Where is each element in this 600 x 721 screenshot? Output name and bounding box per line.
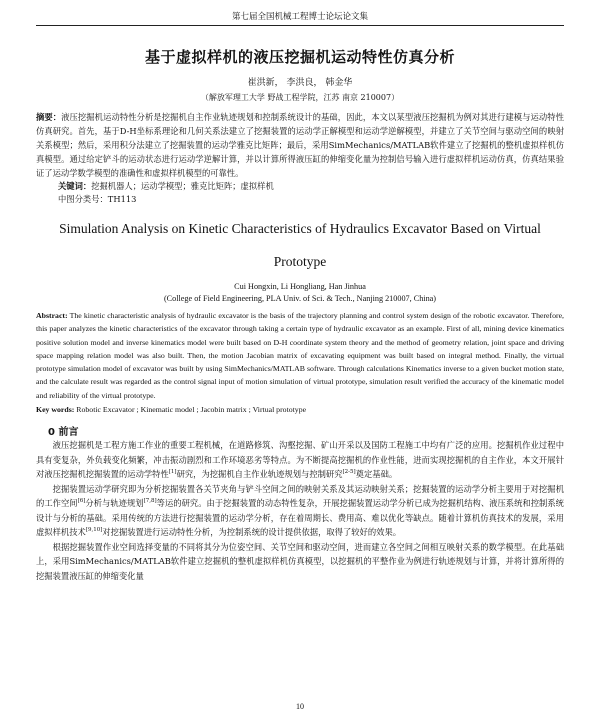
- keywords-english-text: Robotic Excavator ; Kinematic model ; Jacobin matrix ; Virtual prototype: [76, 405, 307, 415]
- intro-p2-text-c: 等运的研究。由于挖掘装置的动态特性复杂，开展挖掘装置运动学分析已成为挖掘机结构、液压系统和控制系统设计与分析的基础。采用传统的方法进行挖掘装置的运动学分析，存在着周期长、费用高、难以优化等缺点。随着计算机仿真技术的发展，采用虚拟样机技术: [36, 498, 564, 538]
- intro-p2-text-d: 对挖掘装置进行运动特性分析，为控制系统的设计提供依据，取得了较好的效果。: [102, 527, 402, 538]
- abstract-english-text: The kinetic characteristic analysis of hydraulic excavator is the basis of the trajectory planning and control system design of the robotic excavator. Therefore, this paper analyzes the kinetic characteristics of the excavator through taking a certain type of hydraulic excavator as an example. First of all, mining device kinematics positive solution model and inverse kinematics model were built based on D-H coordinate system theory and the method of geometry relation, joint space and driving space mapping relation model was also built. Then, the motion Jacobian matrix of excavating equipment was built based on integral method. Finally, the virtual prototype simulation model of excavator was built by using SimMechanics/MATLAB software. Through calculations Kinematics inverse to a given bucket motion state, and the calculate result was regarded as the control signal input of motion simulation of virtual prototype, simulation result verified the accuracy of the kinematic model and reliability of the virtual prototype.: [36, 311, 565, 400]
- keywords-chinese: [58, 180, 564, 193]
- title-chinese: 基于虚拟样机的液压挖掘机运动特性仿真分析: [144, 48, 455, 66]
- authors-chinese: 崔洪新， 李洪良， 韩金华: [247, 78, 353, 88]
- intro-paragraph-1: [36, 438, 564, 482]
- page-number: 10: [296, 702, 304, 711]
- keywords-chinese-text: 挖掘机器人；运动学模型；雅克比矩阵；虚拟样机: [91, 181, 274, 191]
- citation: [9,10]: [85, 527, 103, 534]
- running-head: 第七届全国机械工程博士论坛论文集: [36, 10, 564, 26]
- paper-page: [0, 10, 600, 721]
- keywords-chinese-label: 关键词：: [58, 181, 92, 191]
- citation: [2-5]: [342, 469, 356, 476]
- intro-p1-text-b: 研究，为挖掘机自主作业轨迹规划与控制研究: [176, 469, 343, 480]
- affiliation-chinese: （解放军理工大学 野战工程学院，江苏 南京 210007）: [200, 93, 400, 102]
- classification-label: 中图分类号：: [58, 194, 108, 204]
- keywords-english-label: Key words:: [36, 405, 75, 415]
- intro-p2-text-b: 分析与轨迹规划: [85, 498, 144, 509]
- authors-english: Cui Hongxin, Li Hongliang, Han Jinhua: [234, 282, 366, 291]
- title-english: Simulation Analysis on Kinetic Characteristics of Hydraulics Excavator Based on Virtual Prototype: [59, 221, 541, 269]
- intro-p1-text-a: 液压挖掘机是工程方施工作业的重要工程机械，在道路修筑、沟壑挖掘、矿山开采以及国防工程施工中均有广泛的应用。挖掘机作业过程中具有变复杂，外负载变化频繁，冲击振动剧烈和工作环境恶劣等特点。为不断提高挖掘机的作业性能，进而实现挖掘机的自主作业，本文开展针对液压挖掘机挖掘装置的运动学特性: [36, 440, 564, 480]
- section-heading-introduction: 0 前言: [48, 427, 79, 439]
- citation: [7,8]: [143, 498, 157, 505]
- abstract-chinese-label: 摘要：: [36, 112, 62, 122]
- abstract-english: [36, 309, 564, 402]
- intro-paragraph-3: 根据挖掘装置作业空间选择变量的不同将其分为位姿空间、关节空间和驱动空间，进而建立各空间之间相互映射关系的数学模型。在此基础上，采用SimMechanics/MATLAB软件建立挖掘机的整机虚拟样机仿真模型，以挖掘机的平整作业为例进行轨迹规划与计算，并将计算所得的挖掘装置液压缸的伸缩变化量: [36, 541, 564, 581]
- citation: [6]: [77, 498, 86, 505]
- intro-p2-text-a: 挖掘装置运动学研究即为分析挖掘装置各关节夹角与铲斗空间之间的映射关系及其运动映射关系；挖掘装置的运动学分析主要用于对挖掘机的工作空间: [36, 483, 564, 509]
- abstract-chinese: [36, 110, 564, 180]
- intro-p1-text-c: 奠定基础。: [355, 469, 398, 480]
- citation: [1]: [168, 469, 177, 476]
- abstract-english-label: Abstract:: [36, 311, 68, 320]
- abstract-chinese-text: 液压挖掘机运动特性分析是挖掘机自主作业轨迹规划和控制系统设计的基础，因此，本文以某型液压挖掘机为例对其进行建模与运动特性仿真研究。首先，基于D-H坐标系理论和几何关系法建立了挖掘装置的运动学正解模型和运动学逆解模型，并建立了关节空间与驱动空间的映射关系模型；然后，采用积分法建立了挖掘装置的运动学雅克比矩阵；最后，采用SimMechanics/MATLAB软件建立了挖掘机的整机虚拟样机仿真模型。通过给定铲斗的运动状态进行运动学逆解计算，并以计算所得液压缸的伸缩变化量为控制信号输入进行虚拟样机运动仿真，仿真结果验证了运动学数学模型的准确性和虚拟样机模型的可靠性。: [36, 112, 564, 178]
- intro-paragraph-2: [36, 482, 564, 540]
- keywords-english: [36, 404, 564, 416]
- classification-number: [58, 193, 564, 206]
- affiliation-english: (College of Field Engineering, PLA Univ. of Sci. & Tech., Nanjing 210007, China): [163, 294, 437, 303]
- classification-value: TH113: [107, 194, 137, 204]
